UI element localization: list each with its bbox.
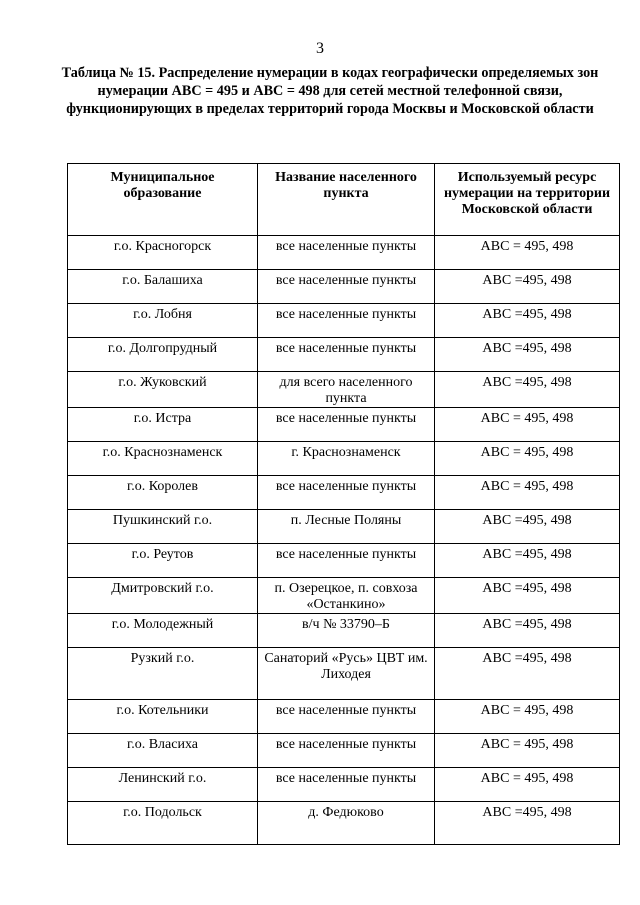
header-municipality: Муниципальное образование — [68, 164, 258, 236]
cell-settlement: все населенные пункты — [258, 734, 435, 768]
cell-settlement: все населенные пункты — [258, 408, 435, 442]
cell-municipality: г.о. Истра — [68, 408, 258, 442]
table-row — [68, 544, 620, 578]
cell-settlement: Санаторий «Русь» ЦВТ им. Лиходея — [258, 648, 435, 700]
cell-municipality: Пушкинский г.о. — [68, 510, 258, 544]
page-number: 3 — [316, 40, 324, 57]
cell-settlement: п. Лесные Поляны — [258, 510, 435, 544]
table-row — [68, 236, 620, 270]
cell-settlement: г. Краснознаменск — [258, 442, 435, 476]
cell-numbering: ABC = 495, 498 — [435, 442, 620, 476]
table-row — [68, 614, 620, 648]
cell-numbering: ABC =495, 498 — [435, 578, 620, 614]
table-row — [68, 768, 620, 802]
table-row — [68, 304, 620, 338]
table-row — [68, 700, 620, 734]
cell-municipality: Дмитровский г.о. — [68, 578, 258, 614]
cell-settlement: все населенные пункты — [258, 236, 435, 270]
cell-municipality: г.о. Королев — [68, 476, 258, 510]
cell-municipality: г.о. Молодежный — [68, 614, 258, 648]
cell-numbering: ABC = 495, 498 — [435, 408, 620, 442]
cell-municipality: г.о. Красногорск — [68, 236, 258, 270]
table-header-row — [68, 164, 620, 236]
cell-numbering: ABC =495, 498 — [435, 802, 620, 845]
table-row — [68, 270, 620, 304]
header-settlement: Название населенного пункта — [258, 164, 435, 236]
cell-numbering: ABC = 495, 498 — [435, 236, 620, 270]
cell-settlement: п. Озерецкое, п. совхоза «Останкино» — [258, 578, 435, 614]
cell-numbering: ABC = 495, 498 — [435, 768, 620, 802]
table-title: Таблица № 15. Распределение нумерации в кодах географически определяемых зон нумерации АВС = 495 и АВС = 498 для сетей местной телефонной связи, функционирующих в пределах территорий города Москвы и Московской области — [61, 65, 599, 117]
cell-settlement: в/ч № 33790–Б — [258, 614, 435, 648]
cell-municipality: г.о. Подольск — [68, 802, 258, 845]
cell-municipality: Ленинский г.о. — [68, 768, 258, 802]
cell-numbering: ABC =495, 498 — [435, 510, 620, 544]
table-row — [68, 578, 620, 614]
cell-settlement: все населенные пункты — [258, 338, 435, 372]
cell-numbering: ABC =495, 498 — [435, 270, 620, 304]
cell-municipality: г.о. Жуковский — [68, 372, 258, 408]
cell-settlement: все населенные пункты — [258, 270, 435, 304]
cell-numbering: ABC = 495, 498 — [435, 734, 620, 768]
cell-settlement: для всего населенного пункта — [258, 372, 435, 408]
table-row — [68, 648, 620, 700]
cell-municipality: г.о. Реутов — [68, 544, 258, 578]
cell-municipality: г.о. Власиха — [68, 734, 258, 768]
cell-numbering: ABC =495, 498 — [435, 544, 620, 578]
cell-numbering: ABC =495, 498 — [435, 338, 620, 372]
cell-numbering: ABC = 495, 498 — [435, 476, 620, 510]
cell-settlement: все населенные пункты — [258, 304, 435, 338]
table-row — [68, 510, 620, 544]
table-row — [68, 802, 620, 845]
cell-settlement: д. Федюково — [258, 802, 435, 845]
table-row — [68, 442, 620, 476]
table-row — [68, 408, 620, 442]
cell-municipality: г.о. Краснознаменск — [68, 442, 258, 476]
table-row — [68, 476, 620, 510]
cell-municipality: г.о. Долгопрудный — [68, 338, 258, 372]
table-row — [68, 338, 620, 372]
cell-numbering: ABC = 495, 498 — [435, 700, 620, 734]
cell-numbering: ABC =495, 498 — [435, 304, 620, 338]
table-row — [68, 372, 620, 408]
cell-municipality: Рузкий г.о. — [68, 648, 258, 700]
cell-numbering: ABC =495, 498 — [435, 372, 620, 408]
cell-numbering: ABC =495, 498 — [435, 614, 620, 648]
numbering-table — [67, 163, 620, 845]
cell-settlement: все населенные пункты — [258, 700, 435, 734]
cell-municipality: г.о. Балашиха — [68, 270, 258, 304]
cell-settlement: все населенные пункты — [258, 476, 435, 510]
numbering-table-container — [67, 163, 620, 845]
cell-settlement: все населенные пункты — [258, 544, 435, 578]
table-row — [68, 734, 620, 768]
cell-municipality: г.о. Котельники — [68, 700, 258, 734]
header-numbering: Используемый ресурс нумерации на территории Московской области — [435, 164, 620, 236]
cell-municipality: г.о. Лобня — [68, 304, 258, 338]
cell-numbering: ABC =495, 498 — [435, 648, 620, 700]
cell-settlement: все населенные пункты — [258, 768, 435, 802]
